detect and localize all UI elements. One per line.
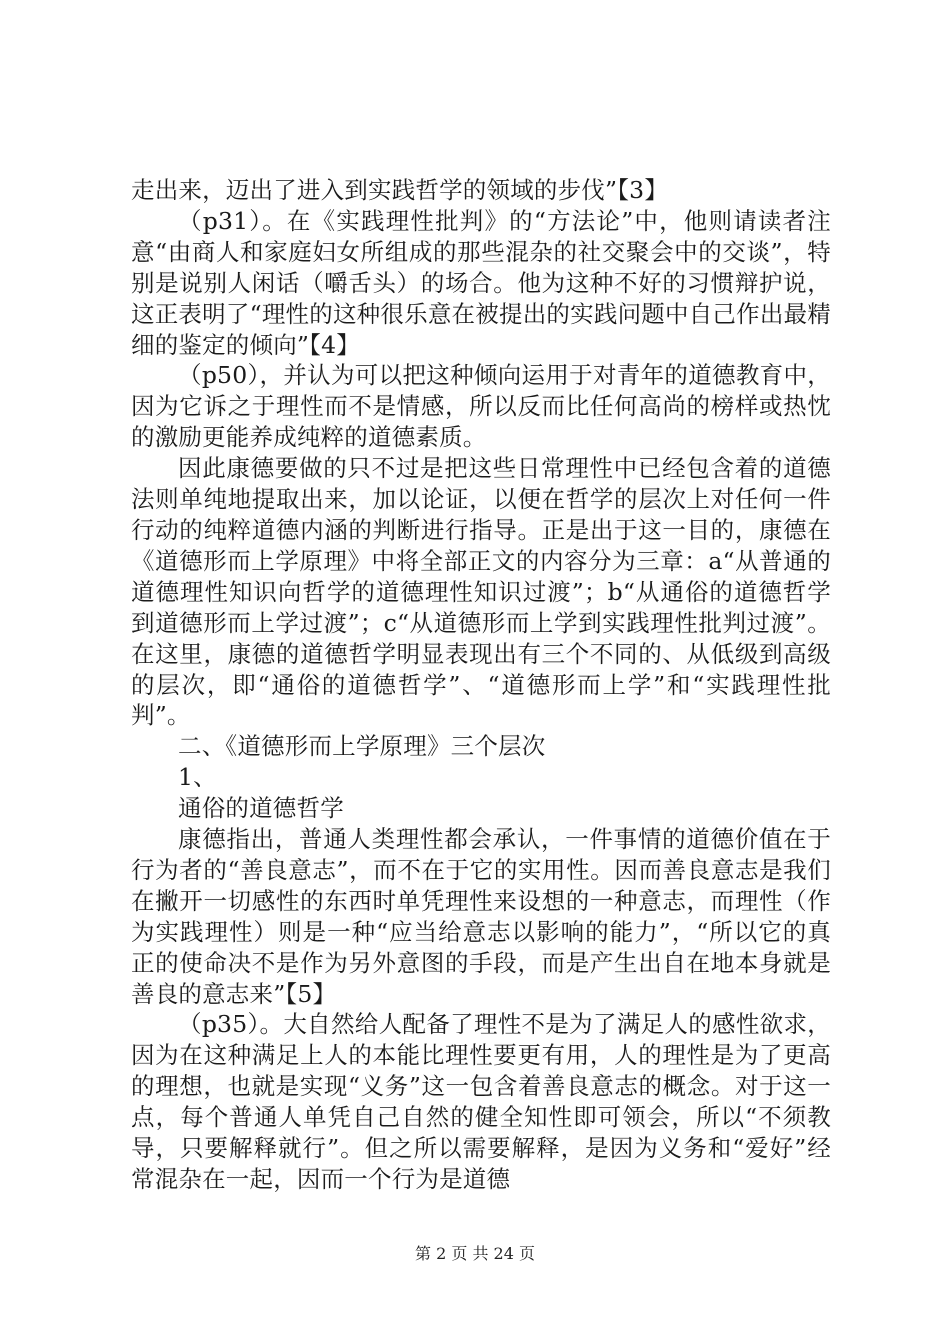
paragraph-citation-p35: （p35）。大自然给人配备了理性不是为了满足人的感性欲求，因为在这种满足上人的本能比理性要更有用，人的理性是为了更高的理想，也就是实现“义务”这一包含着善良意志的概念。对于这一点，每个普通人单凭自己自然的健全知性即可领会，所以“不须教导，只要解释就行”。但之所以需要解释，是因为义务和“爱好”经常混杂在一起，因而一个行为是道德 (131, 1010, 831, 1193)
paragraph-kant-task: 因此康德要做的只不过是把这些日常理性中已经包含着的道德法则单纯地提取出来，加以论证，以便在哲学的层次上对任何一件行动的纯粹道德内涵的判断进行指导。正是出于这一目的，康德在《道德形而上学原理》中将全部正文的内容分为三章：a“从普通的道德理性知识向哲学的道德理性知识过渡”；b“从通俗的道德哲学到道德形而上学过渡”；c“从道德形而上学到实践理性批判过渡”。在这里，康德的道德哲学明显表现出有三个不同的、从低级到高级的层次，即“通俗的道德哲学”、“道德形而上学”和“实践理性批判”。 (131, 454, 831, 730)
section-heading: 二、《道德形而上学原理》三个层次 (178, 732, 546, 761)
page-number-footer: 第 2 页 共 24 页 (415, 1244, 535, 1263)
paragraph-continuation: 走出来，迈出了进入到实践哲学的领域的步伐”【3】 (131, 176, 669, 204)
subsection-title: 通俗的道德哲学 (178, 794, 344, 823)
paragraph-citation-p31: （p31）。在《实践理性批判》的“方法论”中，他则请读者注意“由商人和家庭妇女所组成的那些混杂的社交聚会中的交谈”，特别是说别人闲话（嚼舌头）的场合。他为这种不好的习惯辩护说，这正表明了“理性的这种很乐意在被提出的实践问题中自己作出最精细的鉴定的倾向”【4】 (131, 206, 831, 359)
paragraph-citation-p50: （p50），并认为可以把这种倾向运用于对青年的道德教育中，因为它诉之于理性而不是情感，所以反而比任何高尚的榜样或热忱的激励更能养成纯粹的道德素质。 (131, 361, 831, 452)
paragraph-good-will: 康德指出，普通人类理性都会承认，一件事情的道德价值在于行为者的“善良意志”，而不在于它的实用性。因而善良意志是我们在撇开一切感性的东西时单凭理性来设想的一种意志，而理性（作为实践理性）则是一种“应当给意志以影响的能力”，“所以它的真正的使命决不是作为另外意图的手段，而是产生出自在地本身就是善良的意志来”【5】 (131, 825, 831, 1008)
document-body (131, 175, 831, 1195)
subsection-number: 1、 (178, 763, 217, 792)
